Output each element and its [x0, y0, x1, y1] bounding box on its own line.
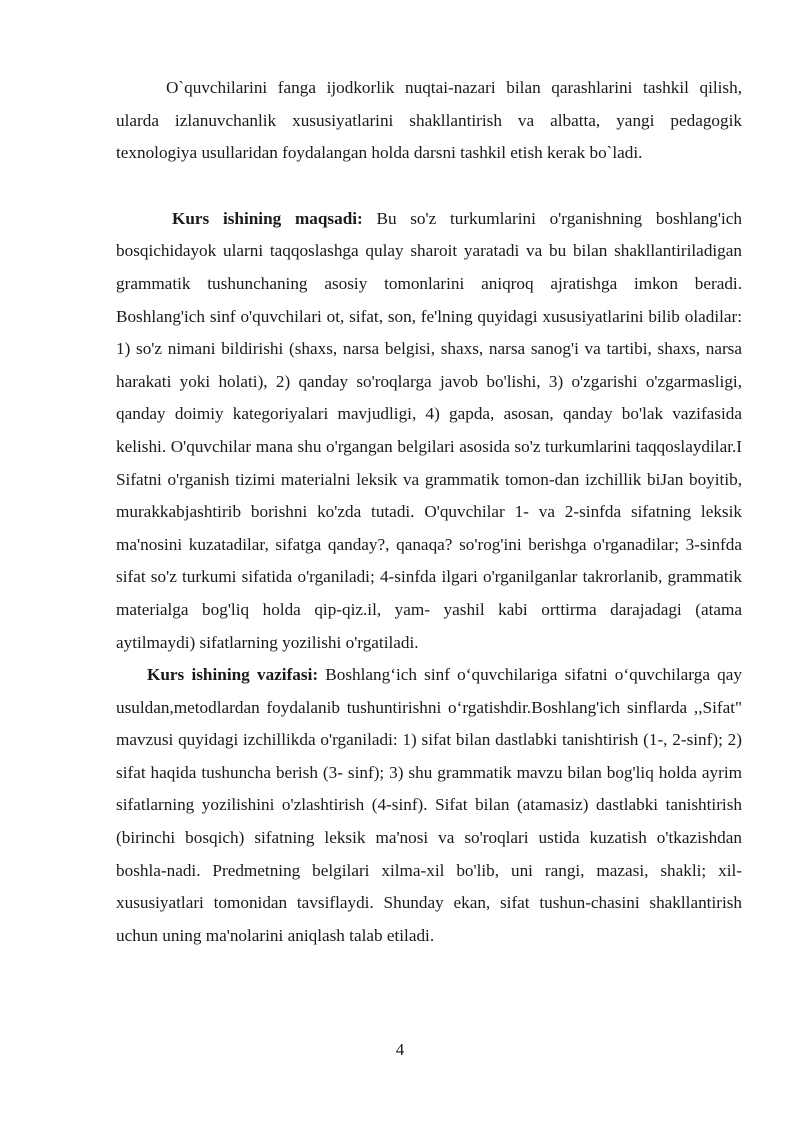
paragraph-intro	[116, 72, 742, 170]
tasks-heading: Kurs ishining vazifasi:	[147, 665, 319, 685]
paragraph-tasks	[116, 659, 742, 952]
goal-text: Bu so'z turkumlarini o'rganishning boshlang'ich bosqichidayok ularni taqqoslashga qulay sharoit yaratadi va bu bilan shakllantiriladigan grammatik tushunchaning asosiy tomonlarini aniqroq ajratishga imkon beradi. Boshlang'ich sinf o'quvchilari ot, sifat, son, fe'lning quyidagi xususiyatlarini bilib oladilar: 1) so'z nimani bildirishi (shaxs, narsa belgisi, shaxs, narsa sanog'i va tartibi, shaxs, narsa harakati yoki holati), 2) qanday so'roqlarga javob bo'lishi, 3) o'zgarishi o'zgarmasligi, qanday doimiy kategoriyalari mavjudligi, 4) gapda, asosan, qanday bo'lak vazifasida kelishi. O'quvchilar mana shu o'rgangan belgilari asosida so'z turkumlarini taqqoslaydilar.I Sifatni o'rganish tizimi materialni leksik va grammatik tomon-dan izchillik biJan boyitib, murakkabjashtirib borishni ko'zda tutadi. O'quvchilar 1- va 2-sinfda sifatning leksik ma'nosini kuzatadilar, sifatga qanday?, qanaqa? so'rog'ini berishga o'rganadilar; 3-sinfda sifat so'z turkumi sifatida o'rganiladi; 4-sinfda ilgari o'rganilganlar takrorlanib, grammatik materialga bog'liq holda qip-qiz.il, yam- yashil kabi orttirma darajadagi (atama aytilmaydi) sifatlarning yozilishi o'rgatiladi.	[116, 208, 742, 652]
goal-heading: Kurs ishining maqsadi:	[172, 208, 363, 228]
paragraph-intro-text: O`quvchilarini fanga ijodkorlik nuqtai-nazari bilan qarashlarini tashkil qilish, ularda izlanuvchanlik xususiyatlarini shakllantirish va albatta, yangi pedagogik texnologiya usullaridan foydalangan holda darsni tashkil etish kerak bo`ladi.	[116, 78, 742, 163]
document-page	[116, 72, 742, 952]
page-number: 4	[395, 1040, 405, 1059]
paragraph-goal	[116, 203, 742, 659]
tasks-text: Boshlang‘ich sinf o‘quvchilariga sifatni o‘quvchilarga qay usuldan,metodlardan foydalanib tushuntirishni o‘rgatishdir.Boshlang'ich sinflarda ,,Sifat" mavzusi quyidagi izchillikda o'rganiladi: 1) sifat bilan dastlabki tanishtirish (1-, 2-sinf); 2) sifat haqida tushuncha berish (3- sinf); 3) shu grammatik mavzu bilan bog'liq holda ayrim sifatlarning yozilishini o'zlashtirish (4-sinf). Sifat bilan (atamasiz) dastlabki tanishtirish (birinchi bosqich) sifatning leksik ma'nosi va so'roqlari ustida kuzatish o'tkazishdan boshla-nadi. Predmetning belgilari xilma-xil bo'lib, uni rangi, mazasi, shakli; xil-xususiyatlari tomonidan tavsiflaydi. Shunday ekan, sifat tushun-chasini shakllantirish uchun uning ma'nolarini aniqlash talab etiladi.	[116, 665, 742, 945]
